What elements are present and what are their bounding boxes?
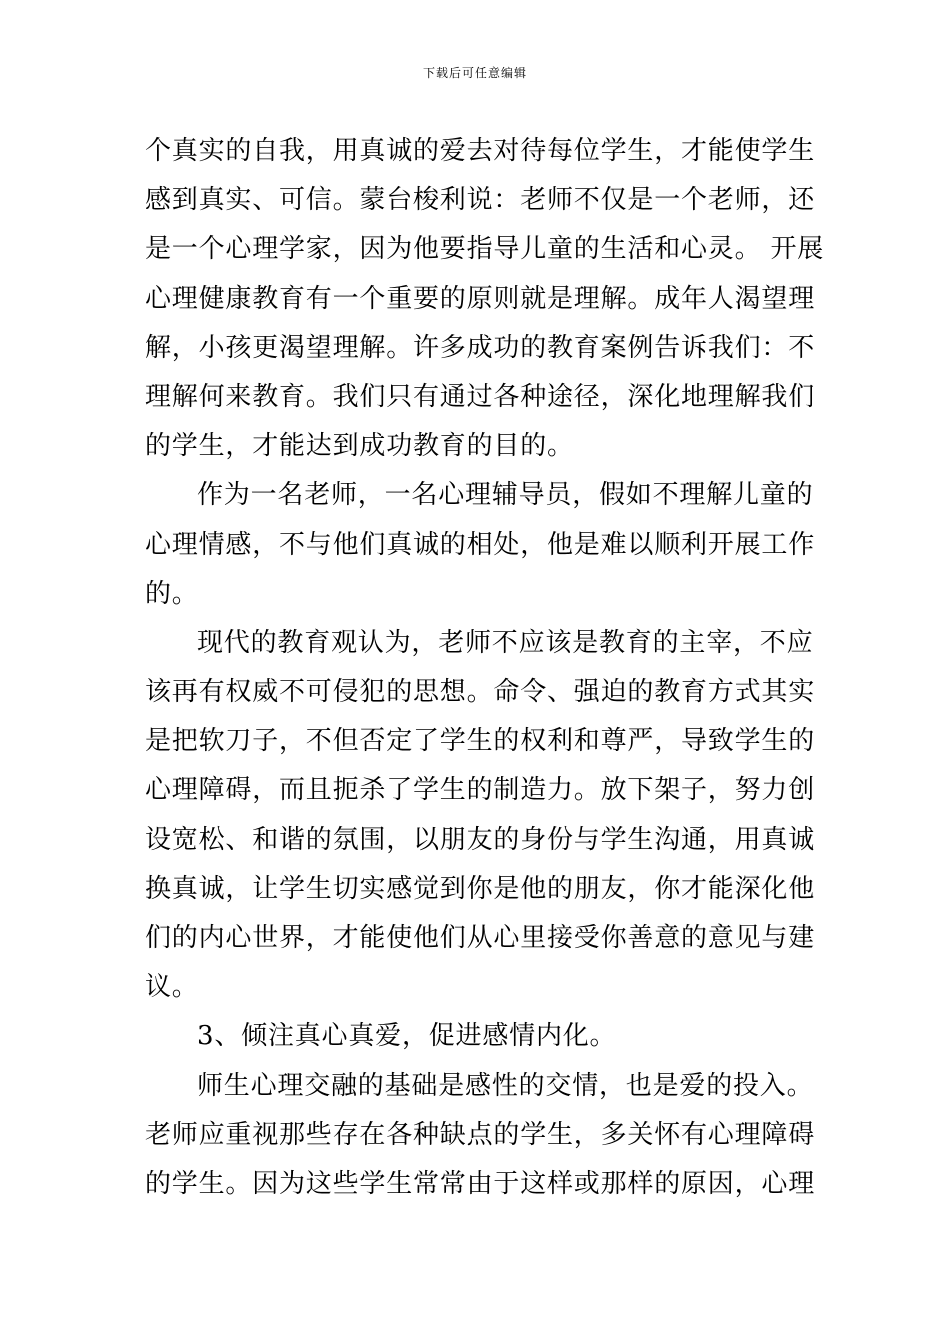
- text-line: 是一个心理学家，因为他要指导儿童的生活和心灵。 开展: [145, 234, 825, 265]
- text-line: 的学生，才能达到成功教育的目的。: [145, 431, 574, 462]
- text-line: 感到真实、可信。蒙台梭利说：老师不仅是一个老师，还: [145, 185, 816, 216]
- page-header: 下载后可任意编辑: [422, 66, 527, 80]
- section-heading: 3、倾注真心真爱，促进感情内化。: [197, 1021, 617, 1052]
- text-line: 个真实的自我，用真诚的爱去对待每位学生，才能使学生: [145, 136, 816, 166]
- text-line: 的。: [145, 578, 199, 609]
- paragraph-first-line: 作为一名老师，一名心理辅导员，假如不理解儿童的: [197, 480, 814, 511]
- text-line: 议。: [145, 972, 199, 1003]
- text-line: 老师应重视那些存在各种缺点的学生，多关怀有心理障碍: [145, 1119, 816, 1150]
- text-line: 心理情感，不与他们真诚的相处，他是难以顺利开展工作: [145, 529, 816, 560]
- text-line: 解，小孩更渴望理解。许多成功的教育案例告诉我们：不: [145, 332, 816, 363]
- text-line: 心理障碍，而且扼杀了学生的制造力。放下架子，努力创: [145, 775, 816, 806]
- text-line: 是把软刀子，不但否定了学生的权利和尊严，导致学生的: [145, 726, 816, 757]
- text-line: 们的内心世界，才能使他们从心里接受你善意的意见与建: [145, 923, 816, 953]
- paragraph-first-line: 现代的教育观认为，老师不应该是教育的主宰，不应: [197, 627, 814, 658]
- text-line: 设宽松、和谐的氛围，以朋友的身份与学生沟通，用真诚: [145, 824, 816, 855]
- text-line: 心理健康教育有一个重要的原则就是理解。成年人渴望理: [145, 283, 816, 314]
- text-line: 换真诚，让学生切实感觉到你是他的朋友，你才能深化他: [145, 873, 816, 904]
- document-body: [145, 127, 825, 1209]
- text-line: 的学生。因为这些学生常常由于这样或那样的原因，心理: [145, 1168, 816, 1199]
- paragraph-first-line: 师生心理交融的基础是感性的交情，也是爱的投入。: [197, 1070, 814, 1101]
- text-line: 理解何来教育。我们只有通过各种途径，深化地理解我们: [145, 381, 816, 412]
- text-line: 该再有权威不可侵犯的思想。命令、强迫的教育方式其实: [145, 677, 816, 708]
